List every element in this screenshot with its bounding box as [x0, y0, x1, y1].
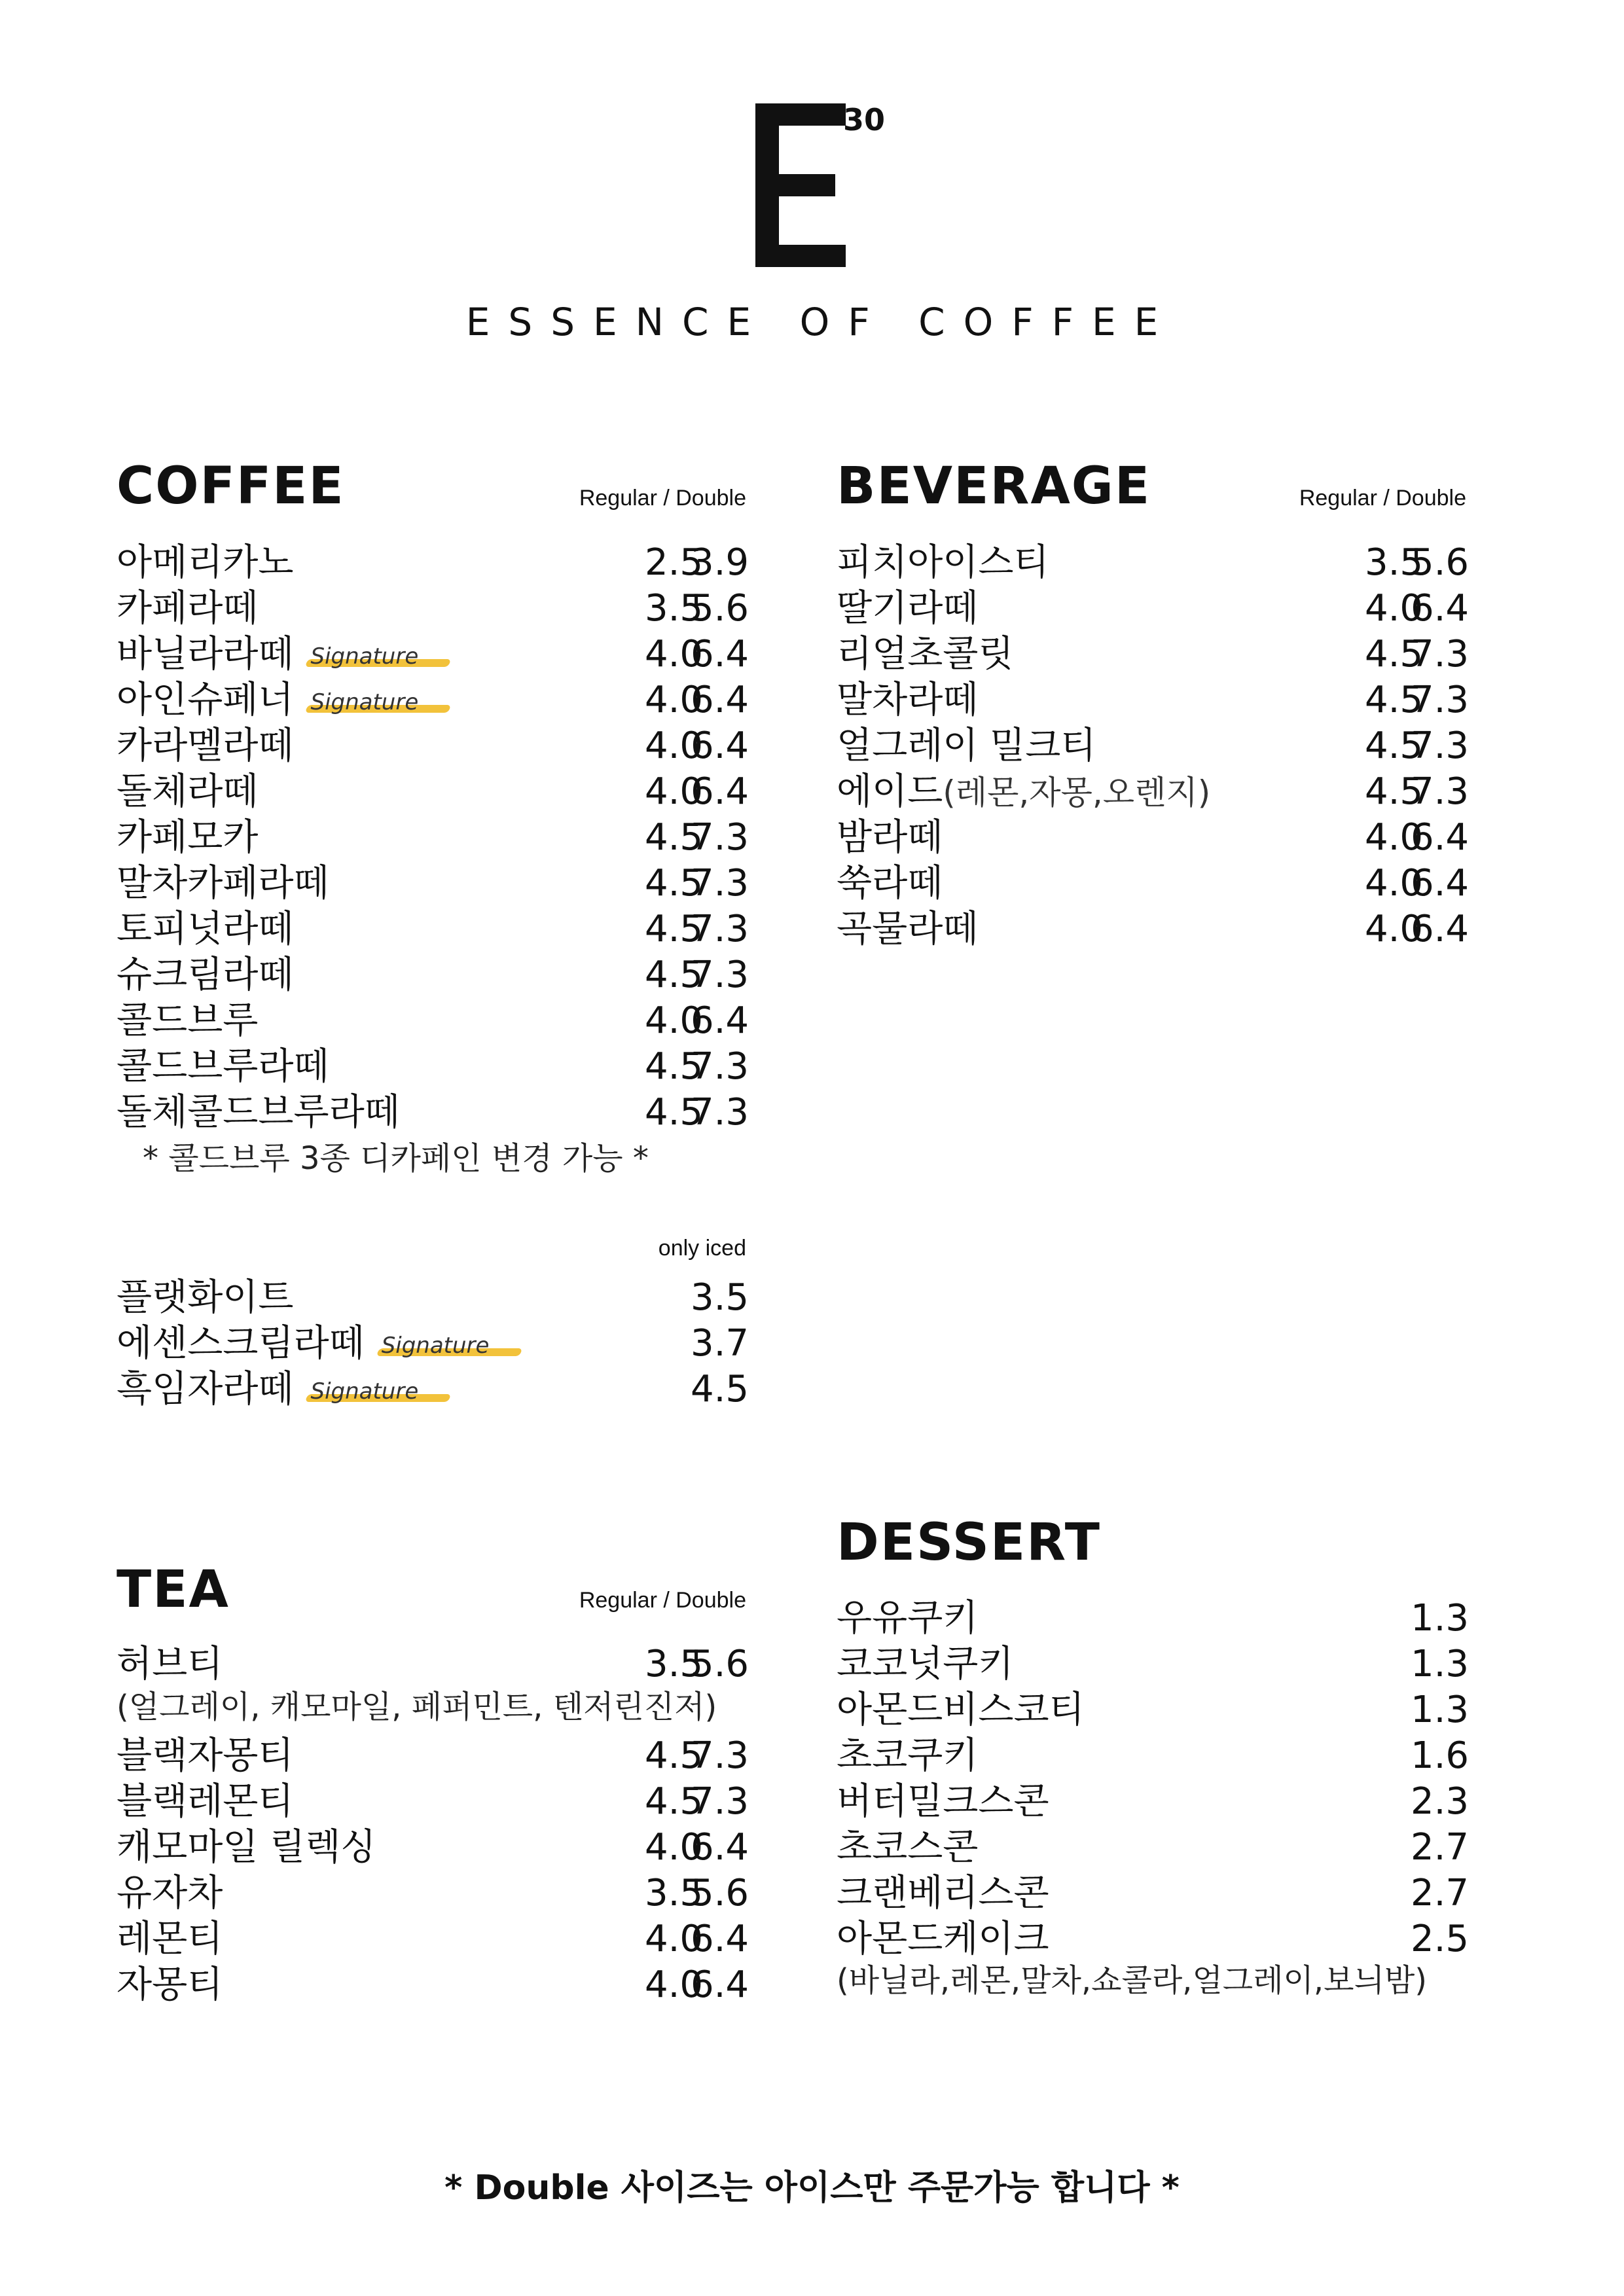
list-item	[117, 540, 749, 586]
item-price-double: 6.4	[690, 679, 749, 721]
list-item	[117, 1825, 749, 1871]
list-item	[837, 1641, 1469, 1687]
list-item	[117, 769, 749, 815]
herb-tea-note: (얼그레이, 캐모마일, 페퍼민트, 텐저린진저)	[117, 1689, 717, 1725]
item-name	[117, 1090, 400, 1136]
list-item	[837, 1733, 1469, 1779]
item-name	[117, 1916, 223, 1962]
logo-superscript: 30	[843, 102, 886, 137]
item-name	[837, 540, 1049, 586]
item-name-text: 카페라떼	[117, 587, 259, 630]
list-item	[117, 723, 749, 769]
item-price: 2.7	[1410, 1826, 1469, 1869]
item-name-text: 우유쿠키	[837, 1597, 979, 1640]
list-item	[837, 1779, 1469, 1825]
item-price-regular: 4.5	[644, 908, 703, 950]
item-name-text: 플랫화이트	[117, 1276, 294, 1319]
item-price: 1.3	[1410, 1643, 1469, 1685]
list-item	[117, 1044, 749, 1090]
item-name-text: 카라멜라떼	[117, 725, 294, 767]
item-name-text: 말차라떼	[837, 679, 979, 721]
item-price-double: 6.4	[690, 1964, 749, 2006]
item-price-double: 7.3	[690, 1734, 749, 1777]
item-name-text: 밤라떼	[837, 816, 943, 859]
item-name-text: 에이드	[837, 770, 943, 813]
item-price: 1.3	[1410, 1597, 1469, 1640]
list-item	[837, 1596, 1469, 1641]
list-item	[117, 1916, 749, 1962]
item-subtext: (레몬,자몽,오렌지)	[943, 774, 1211, 812]
item-price-regular: 4.5	[1364, 770, 1423, 813]
item-price: 4.5	[690, 1368, 749, 1410]
item-name	[837, 1871, 1049, 1916]
list-item	[117, 815, 749, 861]
list-item	[117, 1733, 749, 1779]
item-price-regular: 4.5	[644, 1091, 703, 1134]
item-name	[117, 952, 293, 998]
list-item	[837, 815, 1469, 861]
item-price-regular: 4.5	[1364, 679, 1423, 721]
item-name-text: 크랜베리스콘	[837, 1872, 1049, 1914]
coffee-decaf-note: * 콜드브루 3종 디카페인 변경 가능 *	[143, 1140, 649, 1177]
item-name-text: 아인슈페너	[117, 679, 294, 721]
item-price-regular: 4.0	[644, 633, 703, 675]
item-price-regular: 4.0	[644, 770, 703, 813]
tea-list	[117, 1641, 749, 1733]
item-price: 1.3	[1410, 1689, 1469, 1731]
item-name	[837, 1779, 1049, 1825]
beverage-list	[837, 540, 1469, 952]
list-item	[837, 1916, 1469, 1962]
list-item	[837, 1687, 1469, 1733]
item-price-regular: 4.5	[1364, 725, 1423, 767]
item-name-text: 카페모카	[117, 816, 259, 859]
cake-flavors-note: (바닐라,레몬,말차,쇼콜라,얼그레이,보늬밤)	[837, 1962, 1427, 1999]
dessert-list	[837, 1596, 1469, 1962]
item-name	[117, 998, 258, 1044]
item-name	[117, 1871, 223, 1916]
item-price-regular: 4.0	[644, 1964, 703, 2006]
item-price-double: 5.6	[690, 1872, 749, 1914]
item-name	[117, 769, 258, 815]
item-name-text: 캐모마일 릴렉싱	[117, 1826, 376, 1869]
list-item	[117, 677, 749, 723]
item-name	[117, 1367, 418, 1412]
dessert-title: DESSERT	[837, 1513, 1101, 1572]
list-item	[117, 1962, 749, 2008]
item-price-regular: 3.5	[644, 587, 703, 630]
list-item	[117, 586, 749, 632]
item-price-double: 7.3	[690, 862, 749, 905]
tagline: ESSENCE OF COFFEE	[465, 300, 1177, 344]
item-price-double: 6.4	[1410, 816, 1469, 859]
footer-note: * Double 사이즈는 아이스만 주문가능 합니다 *	[444, 2168, 1180, 2208]
list-item	[837, 1825, 1469, 1871]
item-name-text: 유자차	[117, 1872, 223, 1914]
item-name: 허브티	[117, 1643, 223, 1685]
item-name-text: 피치아이스티	[837, 541, 1049, 584]
item-name-text: 콜드브루	[117, 999, 259, 1042]
list-item	[117, 632, 749, 677]
item-name-text: 아몬드비스코티	[837, 1689, 1085, 1731]
item-price-double: 6.4	[1410, 908, 1469, 950]
item-price-regular: 4.0	[644, 725, 703, 767]
item-price-regular: 3.5	[1364, 541, 1423, 584]
item-name-text: 콜드브루라떼	[117, 1045, 329, 1088]
item-name	[117, 677, 418, 723]
item-price-regular: 2.5	[644, 541, 703, 584]
item-price-double: 7.3	[1410, 725, 1469, 767]
coffee-title: COFFEE	[117, 457, 345, 516]
item-name	[117, 1733, 293, 1779]
item-name-text: 에센스크림라떼	[117, 1322, 365, 1365]
item-price: 3.5	[690, 1276, 749, 1319]
item-price-regular: 4.0	[1364, 908, 1423, 950]
list-item	[117, 861, 749, 906]
item-name	[117, 586, 258, 632]
item-name-text: 자몽티	[117, 1964, 223, 2006]
item-name	[117, 1275, 293, 1321]
signature-badge: Signature	[381, 1333, 490, 1359]
item-price-regular: 4.0	[1364, 862, 1423, 905]
item-name-text: 바닐라라떼	[117, 633, 294, 675]
item-price-regular: 4.0	[1364, 587, 1423, 630]
item-price-regular: 4.0	[644, 1918, 703, 1960]
list-item	[837, 632, 1469, 677]
list-item	[117, 1641, 749, 1687]
item-price-regular: 4.0	[644, 679, 703, 721]
list-item	[837, 861, 1469, 906]
item-name	[117, 815, 258, 861]
list-item	[117, 906, 749, 952]
item-name-text: 돌체라떼	[117, 770, 259, 813]
item-price-double: 6.4	[690, 999, 749, 1042]
item-price-double: 6.4	[690, 1826, 749, 1869]
only-iced-label: only iced	[658, 1236, 746, 1261]
beverage-title: BEVERAGE	[837, 457, 1151, 516]
item-name-text: 초코쿠키	[837, 1734, 979, 1777]
item-name	[837, 1916, 1049, 1962]
item-price-double: 6.4	[690, 1918, 749, 1960]
item-name-text: 슈크림라떼	[117, 954, 294, 996]
item-price-regular: 3.5	[644, 1872, 703, 1914]
item-name	[837, 677, 978, 723]
list-item	[117, 1871, 749, 1916]
item-name-text: 리얼초콜릿	[837, 633, 1014, 675]
item-price-double: 7.3	[690, 1780, 749, 1823]
item-name	[117, 540, 293, 586]
item-price: 3.7	[690, 1322, 749, 1365]
list-item	[117, 1779, 749, 1825]
item-price: 2.7	[1410, 1872, 1469, 1914]
signature-badge: Signature	[310, 643, 419, 670]
list-item	[837, 906, 1469, 952]
item-price-regular: 4.5	[644, 816, 703, 859]
item-price-double: 6.4	[1410, 587, 1469, 630]
list-item	[117, 952, 749, 998]
item-name-text: 곡물라떼	[837, 908, 979, 950]
signature-badge: Signature	[310, 1378, 419, 1405]
item-name	[117, 1962, 223, 2008]
item-name	[117, 1044, 329, 1090]
item-price-double: 6.4	[690, 725, 749, 767]
signature-badge: Signature	[310, 689, 419, 715]
item-price-regular: 4.5	[644, 1780, 703, 1823]
list-item	[837, 769, 1469, 815]
item-name	[837, 1733, 978, 1779]
logo-e-mark	[755, 103, 847, 267]
item-name	[837, 586, 978, 632]
item-name-text: 초코스콘	[837, 1826, 979, 1869]
coffee-list	[117, 540, 749, 1136]
item-price-double: 5.6	[690, 587, 749, 630]
item-name	[837, 815, 943, 861]
item-price-double: 7.3	[690, 954, 749, 996]
item-name	[837, 723, 1096, 769]
item-name	[837, 1687, 1085, 1733]
list-item	[117, 1275, 749, 1321]
item-price-regular: 3.5	[644, 1643, 703, 1685]
item-name-text: 블랙자몽티	[117, 1734, 294, 1777]
item-price-regular: 4.5	[644, 954, 703, 996]
item-name-text: 버터밀크스콘	[837, 1780, 1049, 1823]
item-price-double: 6.4	[1410, 862, 1469, 905]
item-name-text: 얼그레이 밀크티	[837, 725, 1096, 767]
item-price-double: 7.3	[690, 816, 749, 859]
tea-list-rest	[117, 1733, 749, 2008]
beverage-size-label: Regular / Double	[1299, 486, 1466, 511]
item-name-text: 아메리카노	[117, 541, 294, 584]
item-name-text: 딸기라떼	[837, 587, 979, 630]
list-item	[837, 677, 1469, 723]
item-name	[117, 1779, 293, 1825]
item-price-double: 6.4	[690, 770, 749, 813]
item-name-text: 쑥라떼	[837, 862, 943, 905]
tea-title: TEA	[117, 1560, 230, 1619]
tea-size-label: Regular / Double	[579, 1588, 746, 1613]
item-name-text: 흑임자라떼	[117, 1368, 294, 1410]
item-name	[837, 1825, 978, 1871]
item-name-text: 레몬티	[117, 1918, 223, 1960]
item-name	[117, 1321, 489, 1367]
coffee-size-label: Regular / Double	[579, 486, 746, 511]
item-price-double: 7.3	[690, 1091, 749, 1134]
item-price-double: 7.3	[690, 1045, 749, 1088]
item-price-double: 7.3	[1410, 770, 1469, 813]
item-price-regular: 4.0	[644, 999, 703, 1042]
item-name	[837, 1641, 1013, 1687]
list-item	[117, 998, 749, 1044]
list-item	[837, 586, 1469, 632]
list-item	[117, 1321, 749, 1367]
item-price-double: 7.3	[1410, 679, 1469, 721]
item-price: 2.5	[1410, 1918, 1469, 1960]
item-name-text: 토피넛라떼	[117, 908, 294, 950]
item-name	[837, 632, 1013, 677]
item-name-text: 아몬드케이크	[837, 1918, 1049, 1960]
iced-list	[117, 1275, 749, 1412]
item-price-regular: 4.0	[1364, 816, 1423, 859]
item-name	[837, 861, 943, 906]
item-name	[117, 632, 418, 677]
item-name	[837, 769, 1210, 816]
item-name	[117, 1825, 376, 1871]
list-item	[837, 540, 1469, 586]
item-price-double: 3.9	[690, 541, 749, 584]
item-name	[117, 906, 293, 952]
item-name	[837, 1596, 978, 1641]
list-item	[117, 1367, 749, 1412]
item-price-double: 5.6	[1410, 541, 1469, 584]
list-item	[117, 1090, 749, 1136]
item-price: 1.6	[1410, 1734, 1469, 1777]
item-price-regular: 4.5	[644, 862, 703, 905]
item-name-text: 돌체콜드브루라떼	[117, 1091, 400, 1134]
list-item	[837, 1871, 1469, 1916]
item-name-text: 코코넛쿠키	[837, 1643, 1014, 1685]
item-name	[117, 723, 293, 769]
item-name	[117, 861, 329, 906]
item-price-regular: 4.5	[644, 1045, 703, 1088]
item-price-regular: 4.5	[1364, 633, 1423, 675]
list-item	[837, 723, 1469, 769]
item-price-double: 5.6	[690, 1643, 749, 1685]
item-price-double: 7.3	[1410, 633, 1469, 675]
item-price-double: 6.4	[690, 633, 749, 675]
item-price-regular: 4.0	[644, 1826, 703, 1869]
item-name	[837, 906, 978, 952]
item-price-double: 7.3	[690, 908, 749, 950]
item-name-text: 블랙레몬티	[117, 1780, 294, 1823]
item-name-text: 말차카페라떼	[117, 862, 329, 905]
item-price: 2.3	[1410, 1780, 1469, 1823]
item-price-regular: 4.5	[644, 1734, 703, 1777]
